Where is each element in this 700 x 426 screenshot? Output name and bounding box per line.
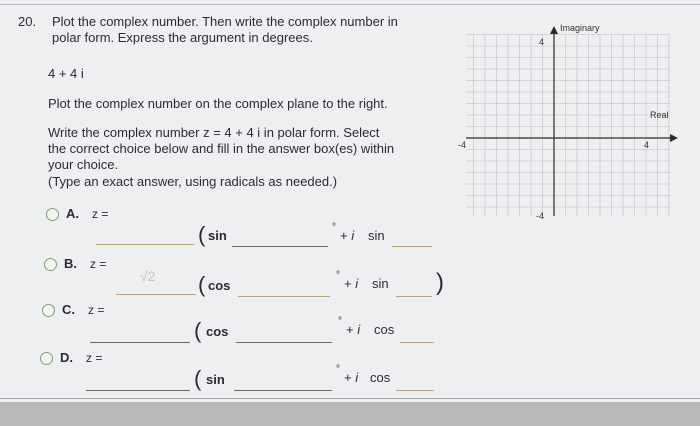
choice-c-first-func: cos [206, 324, 229, 339]
choice-d-letter: D. [60, 350, 73, 365]
choice-c-z-label: z = [88, 303, 105, 317]
choice-b-plus-i: + i [344, 276, 359, 291]
imaginary-axis-label: Imaginary [560, 23, 600, 33]
choice-b-modulus-input[interactable] [116, 278, 196, 295]
choice-b-open-paren: ( [198, 272, 206, 297]
x-tick-positive: 4 [644, 140, 650, 150]
polar-instruction-line4: (Type an exact answer, using radicals as needed.) [48, 173, 338, 189]
choice-d-angle-input-2[interactable] [396, 374, 434, 391]
complex-plane[interactable] [456, 18, 688, 228]
choice-d-first-func: sin [206, 372, 225, 387]
choice-b-z-label: z = [90, 257, 107, 271]
y-tick-negative: -4 [536, 211, 545, 221]
choice-c-modulus-input[interactable] [90, 326, 190, 343]
choice-c-angle-input-1[interactable] [236, 326, 332, 343]
choice-a-open-paren: ( [198, 222, 206, 247]
real-axis-label: Real [650, 110, 669, 120]
imaginary-axis-arrow-icon [550, 26, 558, 34]
choice-d-open-paren: ( [194, 366, 202, 391]
x-tick-negative: -4 [458, 140, 467, 150]
choice-b-second-func: sin [372, 276, 389, 291]
choice-a-radio[interactable] [46, 208, 59, 221]
graph-grid [466, 34, 670, 216]
choice-c-radio[interactable] [42, 304, 55, 317]
question-stem-line2: polar form. Express the argument in degrees. [52, 30, 313, 45]
polar-form-instruction [48, 125, 394, 190]
choice-d-second-func: cos [370, 370, 391, 385]
polar-instruction-line2: the correct choice below and fill in the answer box(es) within [48, 141, 395, 157]
choice-b-faint-mark: √2 [140, 268, 156, 284]
choice-d-degree: ° [336, 364, 340, 375]
choice-b-angle-input-2[interactable] [396, 280, 432, 297]
choice-c-second-func: cos [374, 322, 395, 337]
choice-a-angle-input-1[interactable] [232, 230, 328, 247]
choice-a-second-func: sin [368, 228, 385, 243]
choice-a-plus-i: + i [340, 228, 355, 243]
choice-c-letter: C. [62, 302, 75, 317]
choice-a-letter: A. [66, 206, 79, 221]
choice-d-modulus-input[interactable] [86, 374, 190, 391]
polar-instruction-line3: your choice. [48, 157, 119, 173]
question-stem-line1: Plot the complex number. Then write the complex number in [52, 14, 398, 29]
choice-a-first-func: sin [208, 228, 227, 243]
choice-b-degree: ° [336, 270, 340, 281]
choice-c-angle-input-2[interactable] [400, 326, 434, 343]
polar-instruction-line1: Write the complex number z = 4 + 4 i in polar form. Select [48, 125, 380, 140]
choice-a-degree: ° [332, 222, 336, 233]
page-top-border [0, 4, 700, 5]
plot-instruction: Plot the complex number on the complex plane to the right. [48, 96, 388, 111]
choice-b-first-func: cos [208, 278, 231, 293]
choice-b-radio[interactable] [44, 258, 57, 271]
choice-b-angle-input-1[interactable] [238, 280, 330, 297]
choice-a-z-label: z = [92, 207, 109, 221]
choice-b-letter: B. [64, 256, 77, 271]
question-stem [52, 14, 398, 46]
choice-c-degree: ° [338, 316, 342, 327]
complex-number-expression: 4 + 4 i [48, 66, 84, 81]
choice-d-angle-input-1[interactable] [234, 374, 332, 391]
y-tick-positive: 4 [539, 37, 545, 47]
choice-b-close-paren: ) [436, 269, 444, 296]
real-axis-arrow-icon [670, 134, 678, 142]
choice-a-modulus-input[interactable] [96, 228, 194, 245]
choice-d-z-label: z = [86, 351, 103, 365]
page-bottom-margin [0, 402, 700, 426]
choice-a-angle-input-2[interactable] [392, 230, 432, 247]
choice-c-open-paren: ( [194, 318, 202, 343]
choice-d-radio[interactable] [40, 352, 53, 365]
choice-c-plus-i: + i [346, 322, 361, 337]
choice-d-plus-i: + i [344, 370, 359, 385]
page-divider [0, 398, 700, 399]
question-number: 20. [18, 14, 37, 29]
